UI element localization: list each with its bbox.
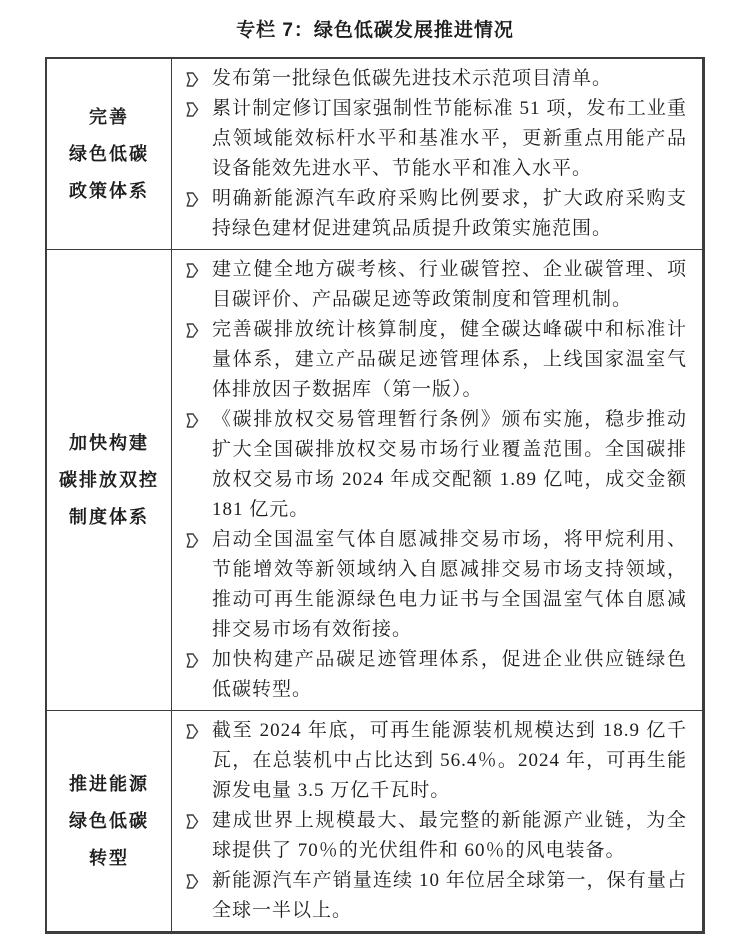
row-content-cell — [172, 250, 704, 711]
row-header-line: 绿色低碳 — [69, 143, 149, 164]
list-item-text: 累计制定修订国家强制性节能标准 51 项，发布工业重点领域能效标杆水平和基准水平，更新重点用能产品设备能效先进水平、节能水平和准入水平。 — [212, 98, 687, 179]
list-item — [185, 806, 687, 866]
table-row — [46, 711, 704, 933]
right-arrow-bullet-icon — [185, 716, 212, 745]
row-content-cell — [172, 58, 704, 250]
list-item — [185, 184, 687, 244]
list-item-text: 建成世界上规模最大、最完整的新能源产业链，为全球提供了 70％的光伏组件和 60％的风电装备。 — [212, 810, 687, 861]
row-header-line: 碳排放双控 — [59, 469, 159, 490]
green-lowcarbon-box-table — [45, 57, 705, 934]
row-header-line: 绿色低碳 — [69, 810, 149, 831]
list-item-text: 截至 2024 年底，可再生能源装机规模达到 18.9 亿千瓦，在总装机中占比达到 56.4％。2024 年，可再生能源发电量 3.5 万亿千瓦时。 — [212, 720, 687, 801]
list-item-text: 完善碳排放统计核算制度，健全碳达峰碳中和标准计量体系，建立产品碳足迹管理体系，上线国家温室气体排放因子数据库（第一版）。 — [212, 319, 687, 400]
list-item-text: 启动全国温室气体自愿减排交易市场，将甲烷利用、节能增效等新领域纳入自愿减排交易市场支持领域，推动可再生能源绿色电力证书与全国温室气体自愿减排交易市场有效衔接。 — [212, 529, 687, 640]
row-content-cell — [172, 711, 704, 933]
list-item — [185, 866, 687, 926]
row-header-cell — [46, 250, 172, 711]
row-header-line: 政策体系 — [69, 180, 149, 201]
table-row — [46, 250, 704, 711]
list-item-text: 加快构建产品碳足迹管理体系，促进企业供应链绿色低碳转型。 — [212, 649, 687, 700]
table-row — [46, 58, 704, 250]
list-item-text: 发布第一批绿色低碳先进技术示范项目清单。 — [212, 68, 613, 89]
right-arrow-bullet-icon — [185, 405, 212, 434]
right-arrow-bullet-icon — [185, 315, 212, 344]
list-item — [185, 525, 687, 645]
list-item-text: 建立健全地方碳考核、行业碳管控、企业碳管理、项目碳评价、产品碳足迹等政策制度和管理机制。 — [212, 259, 687, 310]
list-item-text: 新能源汽车产销量连续 10 年位居全球第一，保有量占全球一半以上。 — [212, 870, 687, 921]
right-arrow-bullet-icon — [185, 525, 212, 554]
list-item — [185, 405, 687, 525]
row-header-line: 加快构建 — [69, 432, 149, 453]
row-header-cell — [46, 58, 172, 250]
right-arrow-bullet-icon — [185, 806, 212, 835]
right-arrow-bullet-icon — [185, 645, 212, 674]
right-arrow-bullet-icon — [185, 64, 212, 93]
list-item — [185, 716, 687, 806]
list-item-text: 明确新能源汽车政府采购比例要求，扩大政府采购支持绿色建材促进建筑品质提升政策实施范围。 — [212, 188, 687, 239]
list-item — [185, 64, 687, 94]
row-header-line: 转型 — [89, 847, 129, 868]
row-header-line: 完善 — [89, 106, 129, 127]
row-header-cell — [46, 711, 172, 933]
list-item-text: 《碳排放权交易管理暂行条例》颁布实施，稳步推动扩大全国碳排放权交易市场行业覆盖范围。全国碳排放权交易市场 2024 年成交配额 1.89 亿吨，成交金额 181 亿元。 — [212, 409, 687, 520]
list-item — [185, 94, 687, 184]
right-arrow-bullet-icon — [185, 94, 212, 123]
right-arrow-bullet-icon — [185, 866, 212, 895]
list-item — [185, 315, 687, 405]
list-item — [185, 255, 687, 315]
right-arrow-bullet-icon — [185, 255, 212, 284]
list-item — [185, 645, 687, 705]
row-header-line: 推进能源 — [69, 773, 149, 794]
right-arrow-bullet-icon — [185, 184, 212, 213]
row-header-line: 制度体系 — [69, 506, 149, 527]
page-title: 专栏 7：绿色低碳发展推进情况 — [236, 20, 514, 41]
